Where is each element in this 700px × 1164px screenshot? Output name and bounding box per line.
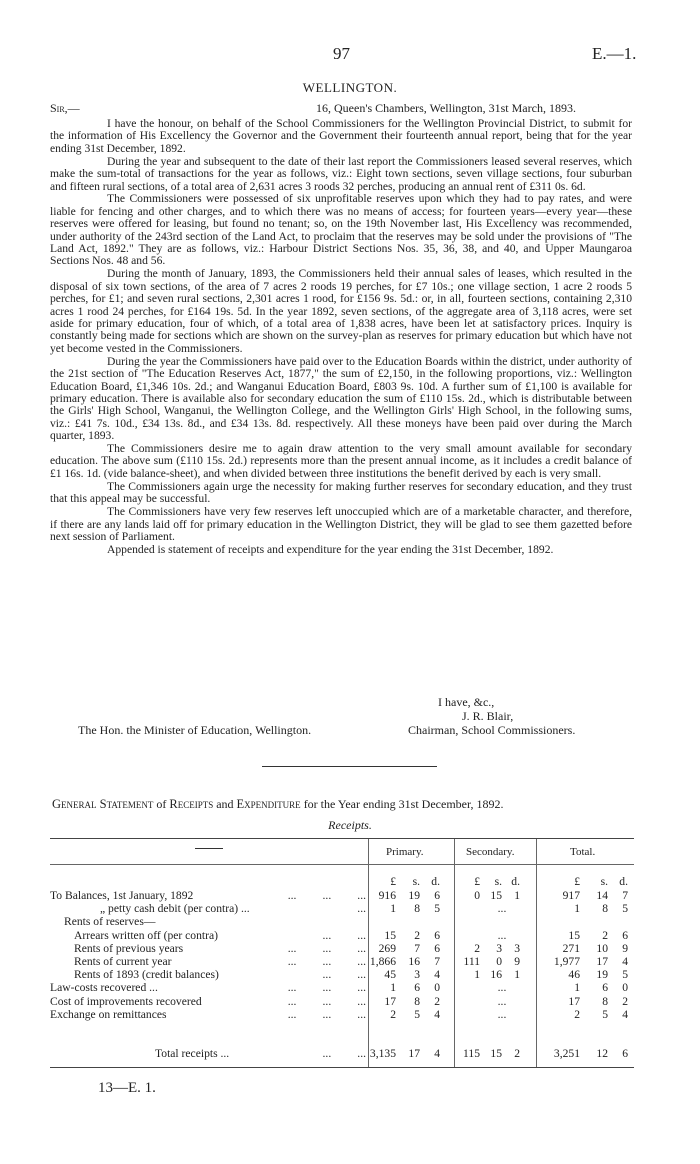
row-leader: ... ... ... (287, 955, 366, 968)
page-number: 97 (333, 44, 350, 63)
row-leader: ... ... (322, 1047, 366, 1060)
cell-value: 8 (414, 902, 420, 916)
paragraph: During the year the Commissioners have paid over to the Education Boards within the district, under authority of the 21st section of "The Education Reserves Act, 1877," the sum of £2,150, in the following proportions, viz.: Wellington Education Board, £1,346 10s. 2d.; and Wanganui Education Board, £803 9s. 10d. A further sum of £1,100 is available for primary education. There is available also for secondary education the sum of £110 15s. 2d., which is distributable between the Girls' High School, Wanganui, the Wellington College, and the Wellington Girls' High School, in the following sums, viz.: £41 7s. 10d., £34 13s. 8d., and £34 13s. 8d. respectively. All these moneys have been paid over during the March quarter, 1893. (50, 354, 632, 443)
receipts-table (50, 838, 634, 1068)
row-leader: ... ... ... (287, 981, 366, 995)
cell-value: 15 (568, 928, 580, 942)
paragraph: The Commissioners desire me to again draw attention to the very small amount available for secondary education. The above sum (£110 15s. 2d.) represents more than the present annual income, as it includes a credit balance of £1 16s. 1d. (vide balance-sheet), and when divided between three institutions the benefit derived by each is very small. (50, 442, 632, 480)
cell-value: 1 (474, 968, 480, 982)
row-leader: ... ... ... (287, 889, 366, 902)
total-value: 115 (463, 1047, 480, 1060)
row-leader: ... ... (322, 928, 366, 942)
paragraph: The Commissioners again urge the necessity for making further reserves for secondary education, and they trust that this appeal may be successful. (50, 479, 632, 506)
cell-value: 5 (622, 902, 628, 916)
cell-value: 7 (434, 955, 440, 968)
column-header-primary: Primary. (386, 846, 424, 858)
row-label: „ petty cash debit (per contra) ... (100, 902, 250, 916)
table-row (50, 968, 634, 981)
cell-value: ... (497, 902, 507, 916)
section-divider (262, 766, 437, 767)
cell-value: 0 (496, 955, 502, 968)
cell-value: 916 (378, 889, 396, 902)
statement-title-part: Expenditure (236, 797, 301, 811)
report-title: WELLINGTON. (302, 80, 398, 95)
cell-value: ... (497, 994, 507, 1008)
cell-value: 271 (562, 941, 580, 955)
cell-value: 1 (390, 981, 396, 995)
blank-header-dash (195, 848, 223, 849)
cell-value: 15 (384, 928, 396, 942)
cell-value: 5 (414, 1007, 420, 1021)
cell-value: 6 (434, 941, 440, 955)
row-label: Rents of current year (74, 955, 172, 968)
cell-value: 3 (514, 941, 520, 955)
column-header-total: Total. (570, 846, 596, 858)
header-rule (50, 864, 634, 865)
column-header-secondary: Secondary. (466, 846, 515, 858)
cell-value: 0 (622, 981, 628, 995)
total-value: 3,251 (553, 1047, 580, 1060)
statement-title-part: of (156, 797, 167, 811)
paragraph: The Commissioners have very few reserves left unoccupied which are of a marketable character, and therefore, if there are any lands laid off for primary education in the Wellington District, they will be glad to see them gazetted before next session of Parliament. (50, 505, 632, 543)
signer-title: Chairman, School Commissioners. (408, 723, 576, 737)
table-row (50, 942, 634, 955)
cell-value: 7 (414, 941, 420, 955)
row-label: Rents of reserves— (64, 915, 156, 929)
statement-title-part: and (216, 797, 234, 811)
closing-phrase: I have, &c., (438, 695, 495, 709)
cell-value: 1,866 (369, 955, 396, 968)
cell-value: ... (497, 981, 507, 995)
row-label: Rents of 1893 (credit balances) (74, 968, 219, 982)
row-label: Exchange on remittances (50, 1007, 167, 1021)
address-line: 16, Queen's Chambers, Wellington, 31st March, 1893. (316, 101, 576, 115)
cell-value: 1 (574, 981, 580, 995)
addressee: The Hon. the Minister of Education, Wellington. (78, 723, 312, 737)
cell-value: 45 (384, 968, 396, 982)
cell-value: 6 (434, 928, 440, 942)
cell-value: 2 (414, 928, 420, 942)
cell-value: 1 (574, 902, 580, 916)
cell-value: ... (497, 1007, 507, 1021)
row-leader: ... (357, 902, 366, 916)
unit-label: d. (619, 875, 628, 888)
row-leader: ... ... ... (287, 1007, 366, 1021)
table-row (50, 1008, 634, 1021)
cell-value: 8 (602, 902, 608, 916)
unit-label: s. (494, 875, 502, 888)
cell-value: 16 (490, 968, 502, 982)
cell-value: 111 (463, 955, 480, 968)
receipts-subtitle: Receipts. (328, 818, 372, 832)
statement-title-part: for the Year ending 31st December, 1892. (303, 797, 504, 811)
cell-value: 16 (408, 955, 420, 968)
cell-value: 10 (596, 941, 608, 955)
footer-signature-mark: 13—E. 1. (98, 1080, 156, 1096)
paragraph: The Commissioners were possessed of six unprofitable reserves upon which they had to pay rates, and were liable for fencing and other charges, and to which there was no means of access; for fourteen years—every year—these reserves were offered for leasing, but found no tenant; so, on the 19th November last, His Excellency was recommended, under authority of the 243rd section of the Land Act, to proclaim that the reserves may be sold under the provisions of "The Land Act, 1892." They are as follows, viz.: Harbour District Sections Nos. 35, 36, 38, and 40, and Upper Maungaroa Sections Nos. 48 and 56. (50, 192, 632, 268)
paper-reference: E.—1. (592, 44, 637, 63)
total-value: 17 (408, 1047, 420, 1060)
cell-value: 4 (434, 968, 440, 982)
cell-value: 6 (622, 928, 628, 942)
unit-label: d. (511, 875, 520, 888)
cell-value: 9 (514, 955, 520, 968)
cell-value: ... (497, 928, 507, 942)
salutation: Sir,— (50, 101, 80, 115)
cell-value: 7 (622, 889, 628, 902)
paragraph: During the month of January, 1893, the Commissioners held their annual sales of leases, which resulted in the disposal of six town sections, of the area of 7 acres 2 roods 19 perches, for £7 10s.; one village section, 1 acre 2 roods 5 perches, for £1; and seven rural sections, 2,301 acres 1 rood, for £156 9s. 5d.: or, in all, fourteen sections, containing 2,310 acres 1 rood 24 perches, for £164 19s. 5d. In the year 1892, seven sections, of the aggregate area of 3,118 acres, were set aside for primary education, four of which, of a total area of 1,838 acres, have been let at satisfactory prices. Inquiry is constantly being made for sections which are shown on the survey-plan as reserves for primary education but which have not yet become vested in the Commissioners. (50, 267, 632, 355)
table-row (50, 981, 634, 994)
table-row (50, 995, 634, 1008)
total-value: 15 (490, 1047, 502, 1060)
cell-value: 4 (622, 955, 628, 968)
cell-value: 15 (490, 889, 502, 902)
cell-value: 3 (414, 968, 420, 982)
paragraph: Appended is statement of receipts and expenditure for the year ending the 31st December, 1892. (107, 542, 554, 556)
statement-title-part: General Statement (52, 797, 154, 811)
unit-label: s. (412, 875, 420, 888)
cell-value: 4 (434, 1007, 440, 1021)
cell-value: 17 (568, 994, 580, 1008)
cell-value: 2 (622, 994, 628, 1008)
total-value: 2 (514, 1047, 520, 1060)
unit-label: £ (474, 875, 480, 888)
cell-value: 0 (434, 981, 440, 995)
statement-title-part: Receipts (169, 797, 214, 811)
cell-value: 1 (514, 968, 520, 982)
row-label: To Balances, 1st January, 1892 (50, 889, 194, 902)
cell-value: 1 (514, 889, 520, 902)
total-value: 3,135 (369, 1047, 396, 1060)
cell-value: 19 (596, 968, 608, 982)
row-label: Arrears written off (per contra) (74, 928, 218, 942)
cell-value: 5 (602, 1007, 608, 1021)
table-row (50, 929, 634, 942)
cell-value: 2 (474, 941, 480, 955)
cell-value: 17 (384, 994, 396, 1008)
unit-label: d. (431, 875, 440, 888)
cell-value: 3 (496, 941, 502, 955)
row-leader: ... ... ... (287, 994, 366, 1008)
table-row (50, 955, 634, 968)
table-row (50, 889, 634, 902)
cell-value: 1 (390, 902, 396, 916)
cell-value: 2 (434, 994, 440, 1008)
row-label: Rents of previous years (74, 941, 184, 955)
cell-value: 19 (408, 889, 420, 902)
cell-value: 4 (622, 1007, 628, 1021)
row-label: Law-costs recovered ... (50, 981, 158, 995)
cell-value: 0 (474, 889, 480, 902)
cell-value: 8 (602, 994, 608, 1008)
paragraph: I have the honour, on behalf of the School Commissioners for the Wellington Provincial District, to submit for the information of His Excellency the Governor and the Government their fourteenth annual report, being that for the year ending 31st December, 1892. (50, 117, 632, 155)
cell-value: 5 (622, 968, 628, 982)
cell-value: 1,977 (553, 955, 580, 968)
cell-value: 6 (602, 981, 608, 995)
cell-value: 269 (378, 941, 396, 955)
paragraph: During the year and subsequent to the date of their last report the Commissioners leased several reserves, which make the sum-total of transactions for the year as follows, viz.: Eight town sections, seven village sections, four suburban and fifteen rural sections, of a total area of 2,631 acres 3 roods 32 perches, producing an annual rent of £311 0s. 6d. (50, 154, 632, 193)
table-row (50, 902, 634, 915)
cell-value: 9 (622, 941, 628, 955)
table-row (50, 915, 634, 928)
total-label: Total receipts ... (155, 1047, 230, 1060)
cell-value: 46 (568, 968, 580, 982)
row-leader: ... ... (322, 968, 366, 982)
cell-value: 8 (414, 994, 420, 1008)
signer-name: J. R. Blair, (462, 709, 514, 723)
total-row (50, 1047, 634, 1060)
cell-value: 6 (414, 981, 420, 995)
cell-value: 2 (602, 928, 608, 942)
cell-value: 2 (390, 1007, 396, 1021)
cell-value: 17 (596, 955, 608, 968)
row-leader: ... ... ... (287, 941, 366, 955)
unit-label: £ (574, 875, 580, 888)
cell-value: 14 (596, 889, 608, 902)
unit-label: £ (390, 875, 396, 888)
statement-title (52, 797, 632, 812)
cell-value: 5 (434, 902, 440, 916)
total-value: 12 (596, 1047, 608, 1060)
cell-value: 6 (434, 889, 440, 902)
cell-value: 917 (562, 889, 580, 902)
cell-value: 2 (574, 1007, 580, 1021)
total-value: 4 (434, 1047, 440, 1060)
row-label: Cost of improvements recovered (50, 994, 202, 1008)
unit-label: s. (600, 875, 608, 888)
total-value: 6 (622, 1047, 628, 1060)
letter-body (50, 118, 632, 557)
